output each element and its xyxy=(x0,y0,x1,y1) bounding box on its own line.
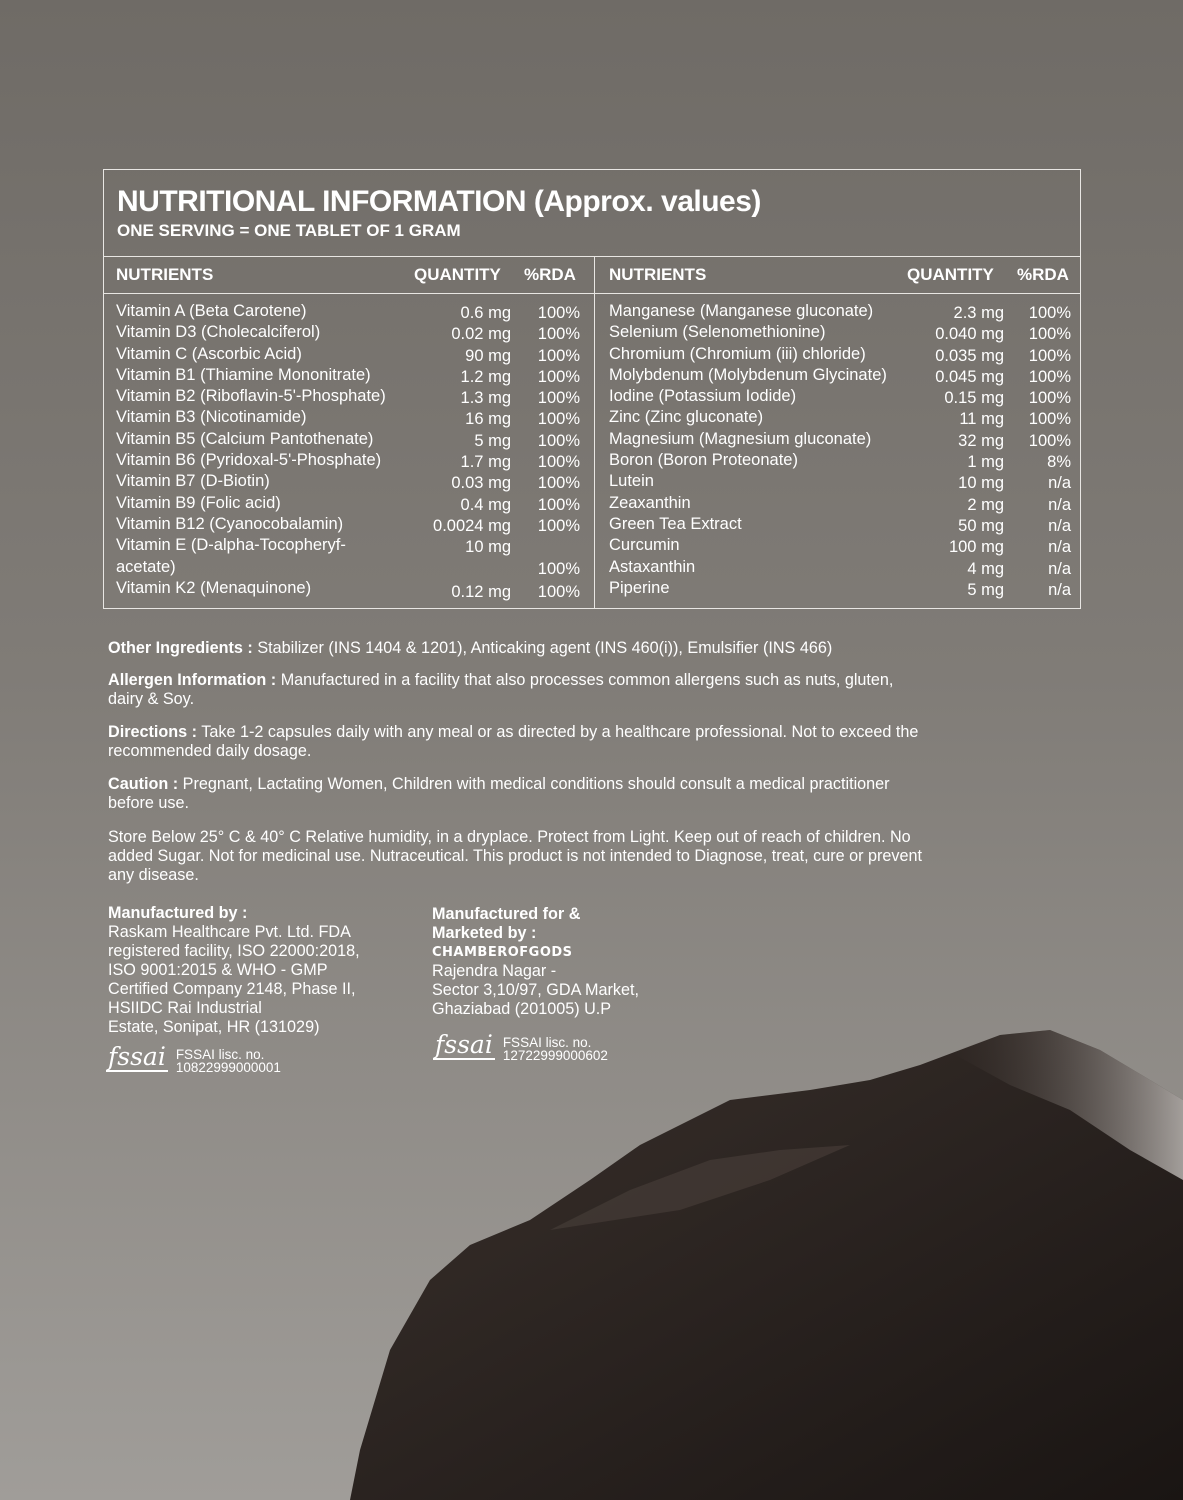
directions-label: Directions : xyxy=(108,723,198,741)
right-nutrient-list xyxy=(595,301,1081,599)
marketer-heading-cont: Marketed by : xyxy=(432,924,537,942)
nutrient-qty: 1.3 mg xyxy=(460,389,511,408)
manufacturer-line: HSIIDC Rai Industrial xyxy=(108,999,262,1017)
nutrient-rda: 100% xyxy=(537,325,580,344)
nutrient-name: Molybdenum (Molybdenum Glycinate) xyxy=(609,365,887,384)
caution xyxy=(108,775,1048,813)
table-row xyxy=(595,471,1081,492)
caution-text-cont: before use. xyxy=(108,794,189,812)
table-row xyxy=(104,450,594,471)
nutrient-name: Vitamin B12 (Cyanocobalamin) xyxy=(116,514,344,533)
nutrient-rda: 100% xyxy=(1028,367,1071,386)
nutrient-qty: 2.3 mg xyxy=(953,304,1004,322)
nutrient-name: Manganese (Manganese gluconate) xyxy=(609,302,874,320)
nutrient-rda: 100% xyxy=(537,495,580,514)
table-row xyxy=(104,429,594,450)
nutrient-rda: 100% xyxy=(1028,410,1071,429)
nutrient-name: Astaxanthin xyxy=(609,557,696,576)
nutrient-rda: n/a xyxy=(1048,495,1071,514)
table-row xyxy=(104,578,594,599)
left-column-header xyxy=(104,257,594,294)
table-row xyxy=(104,365,594,386)
nutrient-qty: 0.040 mg xyxy=(935,325,1004,344)
table-row xyxy=(104,471,594,492)
table-row xyxy=(595,535,1081,556)
allergen-label: Allergen Information : xyxy=(108,671,277,689)
nutrient-rda: 8% xyxy=(1047,453,1071,472)
nutrient-rda: 100% xyxy=(1028,325,1071,344)
fssai-number: 10822999000001 xyxy=(175,1060,281,1075)
storage-line: added Sugar. Not for medicinal use. Nutraceutical. This product is not intended to Diagnose, treat, cure or prevent xyxy=(108,847,923,865)
marketer-line: Ghaziabad (201005) U.P xyxy=(432,1000,612,1018)
fssai-label: FSSAI lisc. no. xyxy=(175,1047,265,1062)
table-row xyxy=(595,344,1081,365)
storage-line: any disease. xyxy=(108,866,199,884)
directions-text: Take 1-2 capsules daily with any meal or as directed by a healthcare professional. Not to exceed the xyxy=(201,723,919,741)
table-row xyxy=(595,322,1081,343)
table-row xyxy=(595,407,1081,428)
nutrient-name: Piperine xyxy=(609,578,670,597)
nutrient-name: Vitamin B9 (Folic acid) xyxy=(116,493,281,512)
table-row xyxy=(595,557,1081,578)
nutrient-qty: 5 mg xyxy=(474,431,511,450)
table-row xyxy=(104,344,594,365)
nutrient-rda: n/a xyxy=(1048,559,1071,578)
table-row xyxy=(104,493,594,514)
manufacturer-block xyxy=(108,904,408,1037)
nutrient-rda: n/a xyxy=(1048,538,1071,557)
marketer-line: Sector 3,10/97, GDA Market, xyxy=(432,981,639,999)
nutrient-name: Vitamin C (Ascorbic Acid) xyxy=(116,344,302,363)
nutrient-name: Vitamin A (Beta Carotene) xyxy=(116,302,307,320)
nutrient-qty: 50 mg xyxy=(958,516,1004,535)
nutrient-qty: 0.02 mg xyxy=(451,325,511,344)
col-nutrients: NUTRIENTS xyxy=(116,265,214,284)
right-column-header xyxy=(594,257,1080,294)
caution-text: Pregnant, Lactating Women, Children with medical conditions should consult a medical practitioner xyxy=(182,775,890,793)
nutrient-rda: 100% xyxy=(537,474,580,493)
table-row xyxy=(104,322,594,343)
col-quantity: QUANTITY xyxy=(907,265,994,284)
nutrient-qty: 0.03 mg xyxy=(451,474,511,493)
table-row xyxy=(595,578,1081,599)
nutrient-rda: n/a xyxy=(1048,474,1071,493)
storage-line: Store Below 25° C & 40° C Relative humidity, in a dryplace. Protect from Light. Keep out of reach of children. No xyxy=(108,828,911,846)
nutrient-qty: 10 mg xyxy=(958,474,1004,493)
marketer-block xyxy=(432,905,732,1019)
nutrient-qty: 0.0024 mg xyxy=(433,516,511,535)
nutrient-name: Vitamin B5 (Calcium Pantothenate) xyxy=(116,429,374,448)
nutrient-qty: 0.045 mg xyxy=(935,367,1004,386)
nutrient-name: Green Tea Extract xyxy=(609,514,742,533)
nutrient-qty: 90 mg xyxy=(465,346,511,365)
nutrient-name: Curcumin xyxy=(609,536,680,555)
nutrient-name: Vitamin B2 (Riboflavin-5'-Phosphate) xyxy=(116,387,386,406)
left-nutrient-list xyxy=(104,301,594,599)
table-row xyxy=(595,514,1081,535)
allergen-info xyxy=(108,671,1048,709)
panel-title: NUTRITIONAL INFORMATION (Approx. values) xyxy=(117,185,761,218)
manufacturer-line: Certified Company 2148, Phase II, xyxy=(108,980,356,998)
nutrient-qty: 5 mg xyxy=(967,580,1004,599)
allergen-text: Manufactured in a facility that also processes common allergens such as nuts, gluten, xyxy=(280,671,894,689)
other-ingredients-label: Other Ingredients : xyxy=(108,639,253,657)
col-quantity: QUANTITY xyxy=(414,265,501,284)
col-rda: %RDA xyxy=(1017,265,1069,284)
fssai-label: FSSAI lisc. no. xyxy=(502,1035,592,1050)
storage-info xyxy=(108,828,1048,885)
nutrient-qty: 0.6 mg xyxy=(460,304,511,322)
nutrient-rda: 100% xyxy=(537,389,580,408)
nutrient-name: Vitamin B1 (Thiamine Mononitrate) xyxy=(116,365,371,384)
table-row xyxy=(104,386,594,407)
table-row xyxy=(595,493,1081,514)
nutrient-rda: 100% xyxy=(1028,431,1071,450)
nutrient-rda: 100% xyxy=(537,410,580,429)
nutrition-panel xyxy=(103,169,1081,609)
nutrient-qty: 32 mg xyxy=(958,431,1004,450)
nutrient-rda: 100% xyxy=(1028,304,1071,322)
nutrient-name: Magnesium (Magnesium gluconate) xyxy=(609,429,872,448)
fssai-logo-icon: fssai xyxy=(108,1042,166,1071)
panel-header xyxy=(104,170,1080,257)
nutrient-rda: n/a xyxy=(1048,580,1071,599)
nutrient-qty: 1.7 mg xyxy=(460,453,511,472)
nutrient-name: Boron (Boron Proteonate) xyxy=(609,451,798,470)
nutrient-qty: 11 mg xyxy=(959,410,1004,429)
nutrient-name: Iodine (Potassium Iodide) xyxy=(609,387,797,406)
rock-image xyxy=(350,1030,1183,1500)
manufacturer-line: registered facility, ISO 22000:2018, xyxy=(108,942,360,960)
fssai-number: 12722999000602 xyxy=(502,1048,608,1063)
table-row xyxy=(595,301,1081,322)
col-nutrients: NUTRIENTS xyxy=(609,265,707,284)
nutrient-rda: 100% xyxy=(537,431,580,450)
nutrient-name: Vitamin E (D-alpha-Tocopheryf- xyxy=(116,536,346,555)
caution-label: Caution : xyxy=(108,775,179,793)
nutrient-name: Lutein xyxy=(609,472,654,491)
marketer-line: Rajendra Nagar - xyxy=(432,962,557,980)
nutrient-rda: 100% xyxy=(537,582,580,601)
nutrient-name: Chromium (Chromium (iii) chloride) xyxy=(609,344,866,363)
nutrient-rda: 100% xyxy=(1028,346,1071,365)
nutrient-name: Vitamin B7 (D-Biotin) xyxy=(116,472,270,491)
table-row xyxy=(104,407,594,428)
allergen-text-cont: dairy & Soy. xyxy=(108,690,195,708)
nutrient-qty: 10 mg xyxy=(465,538,511,557)
nutrient-name-cont: acetate) xyxy=(116,557,176,576)
col-rda: %RDA xyxy=(524,265,576,284)
nutrient-qty: 0.15 mg xyxy=(944,389,1004,408)
table-row xyxy=(595,386,1081,407)
nutrient-rda: 100% xyxy=(1028,389,1071,408)
nutrient-name: Zeaxanthin xyxy=(609,493,691,512)
nutrient-name: Vitamin B3 (Nicotinamide) xyxy=(116,408,307,427)
nutrient-rda: n/a xyxy=(1048,516,1071,535)
fssai-license xyxy=(176,1048,281,1074)
panel-subtitle: ONE SERVING = ONE TABLET OF 1 GRAM xyxy=(117,221,461,240)
fssai-logo-icon: fssai xyxy=(435,1030,493,1059)
other-ingredients xyxy=(108,639,1048,658)
nutrient-qty: 4 mg xyxy=(967,559,1004,578)
table-row xyxy=(104,557,594,578)
nutrient-qty: 0.12 mg xyxy=(451,582,511,601)
nutrient-name: Vitamin D3 (Cholecalciferol) xyxy=(116,323,321,342)
manufacturer-line: ISO 9001:2015 & WHO - GMP xyxy=(108,961,328,979)
nutrient-qty: 2 mg xyxy=(967,495,1004,514)
table-row xyxy=(595,450,1081,471)
nutrient-rda: 100% xyxy=(537,304,580,322)
nutrient-qty: 0.4 mg xyxy=(460,495,511,514)
table-row xyxy=(104,301,594,322)
table-row xyxy=(104,514,594,535)
manufacturer-line: Estate, Sonipat, HR (131029) xyxy=(108,1018,320,1036)
table-row xyxy=(595,365,1081,386)
nutrient-name: Zinc (Zinc gluconate) xyxy=(609,408,764,427)
manufacturer-line: Raskam Healthcare Pvt. Ltd. FDA xyxy=(108,923,351,941)
brand-logo: CHAMBEROFGODS xyxy=(432,945,573,960)
marketer-heading: Manufactured for & xyxy=(432,905,581,923)
nutrient-rda: 100% xyxy=(537,346,580,365)
nutrient-qty: 16 mg xyxy=(465,410,511,429)
nutrient-name: Vitamin K2 (Menaquinone) xyxy=(116,578,312,597)
nutrient-rda: 100% xyxy=(537,559,580,578)
nutrient-qty: 1 mg xyxy=(967,453,1004,472)
manufacturer-heading: Manufactured by : xyxy=(108,904,248,922)
nutrient-rda: 100% xyxy=(537,516,580,535)
nutrient-qty: 1.2 mg xyxy=(460,367,511,386)
nutrient-name: Vitamin B6 (Pyridoxal-5'-Phosphate) xyxy=(116,451,382,470)
table-row xyxy=(104,535,594,556)
table-row xyxy=(595,429,1081,450)
nutrient-qty: 0.035 mg xyxy=(935,346,1004,365)
nutrient-rda: 100% xyxy=(537,367,580,386)
manufacturer-fssai xyxy=(106,1044,281,1074)
nutrient-rda: 100% xyxy=(537,453,580,472)
other-ingredients-text: Stabilizer (INS 1404 & 1201), Anticaking agent (INS 460(i)), Emulsifier (INS 466) xyxy=(257,639,833,657)
nutrient-name: Selenium (Selenomethionine) xyxy=(609,323,826,342)
nutrient-qty: 100 mg xyxy=(948,538,1004,557)
directions-text-cont: recommended daily dosage. xyxy=(108,742,312,760)
directions xyxy=(108,723,1048,761)
